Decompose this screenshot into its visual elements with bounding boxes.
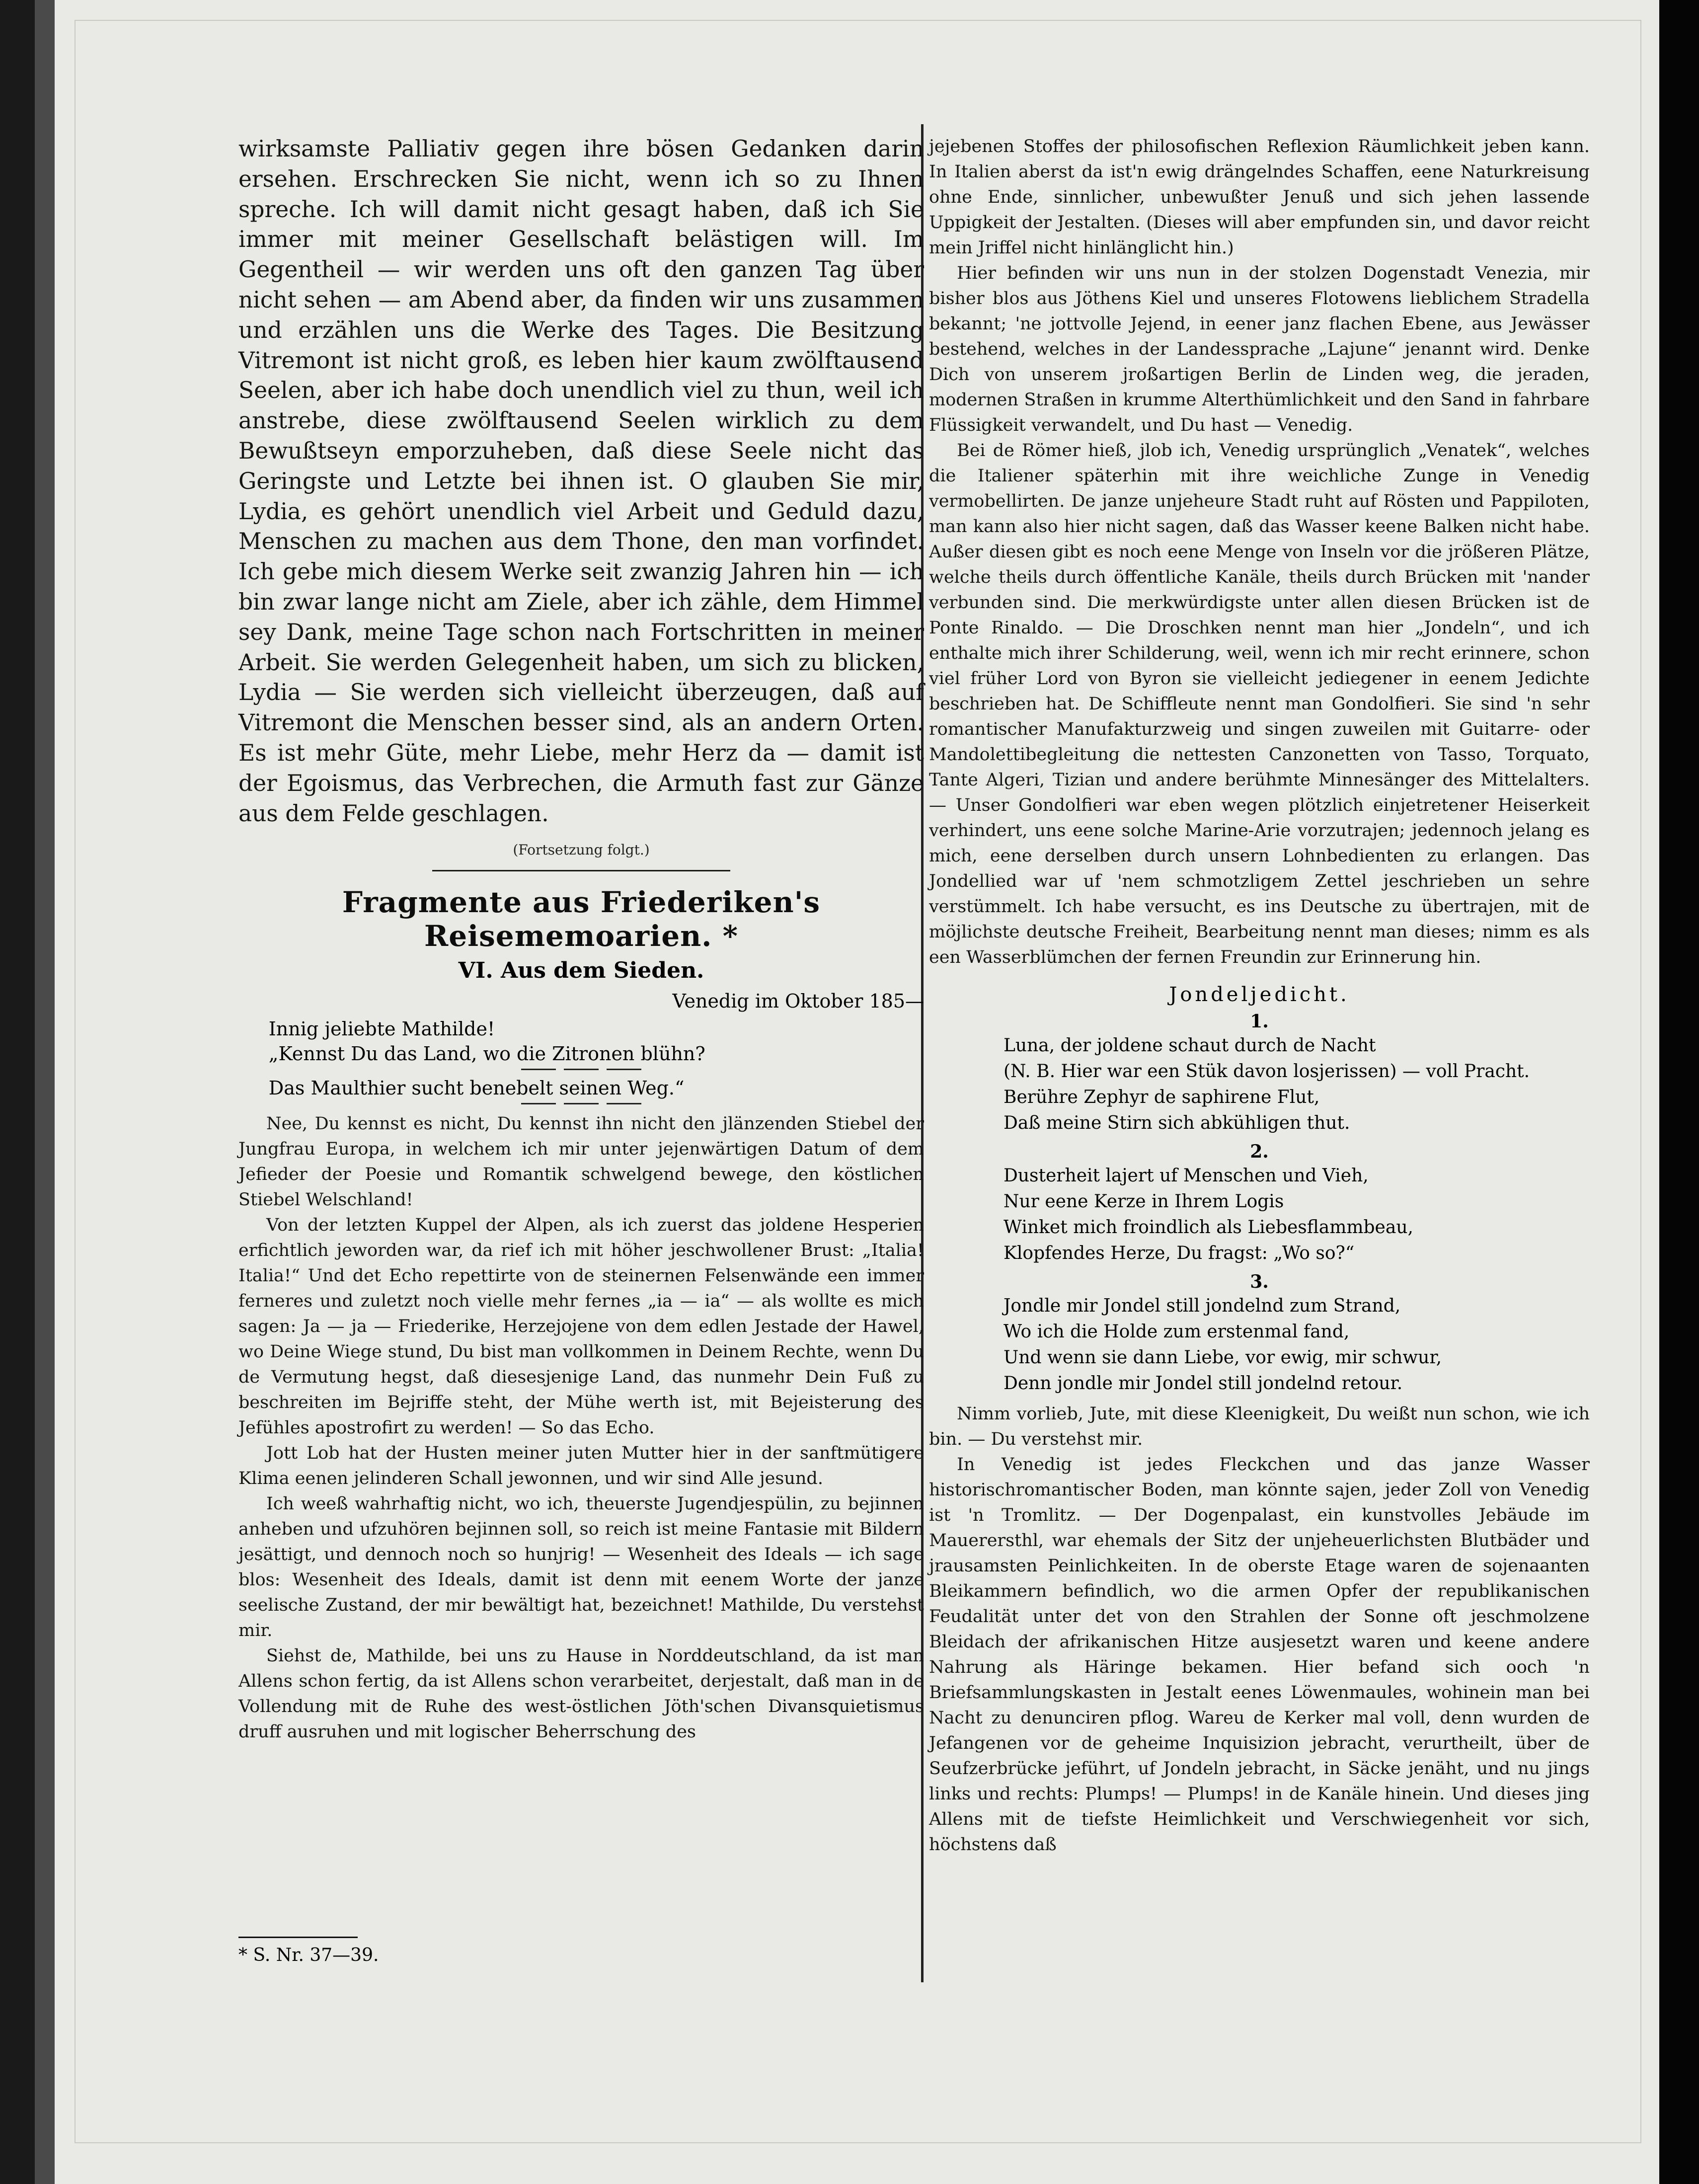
poem-stanza: [929, 1141, 1590, 1266]
section-heading: VI. Aus dem Sieden.: [458, 958, 704, 984]
scan-edge-left: [0, 0, 35, 2184]
right-column: [929, 134, 1590, 1858]
verse-line: (N. B. Hier war een Stük davon losjerissen) — voll Pracht.: [1004, 1061, 1530, 1082]
left-column: [238, 134, 924, 1745]
letter-continuation-after-poem: [929, 1402, 1590, 1858]
poem-title: Jondeljedicht.: [1169, 983, 1350, 1006]
scan-edge-right: [1659, 0, 1699, 2184]
scan-binding-band: [35, 0, 55, 2184]
letter-paragraph: Siehst de, Mathilde, bei uns zu Hause in Norddeutschland, da ist man Allens schon fertig, da ist Allens schon verarbeitet, derjestalt, daß man in de Vollendung mit de Ruhe des west-östlichen Jöth'schen Divansquietismus druff ausruhen und mit logischer Beherrschung des: [238, 1646, 924, 1742]
epigraph-line-2: Das Maulthier sucht benebelt seinen Weg.“: [268, 1077, 685, 1099]
verse-line: Dusterheit lajert uf Menschen und Vieh,: [1004, 1166, 1369, 1186]
section-rule: [432, 870, 730, 871]
verse-line: Winket mich froindlich als Liebesflammbeau,: [1004, 1217, 1413, 1238]
verse-line: Nur eene Kerze in Ihrem Logis: [1004, 1191, 1284, 1212]
verse-line: Luna, der joldene schaut durch de Nacht: [1004, 1035, 1376, 1056]
dateline: Venedig im Oktober 185—: [672, 990, 924, 1013]
novel-paragraph: wirksamste Palliativ gegen ihre bösen Gedanken darin ersehen. Erschrecken Sie nicht, wenn ich so zu Ihnen spreche. Ich will damit nicht gesagt haben, daß ich Sie immer mit meiner Gesellschaft belästigen will. Im Gegentheil — wir werden uns oft den ganzen Tag über nicht sehen — am Abend aber, da finden wir uns zusammen und erzählen uns die Werke des Tages. Die Besitzung Vitremont ist nicht groß, es leben hier kaum zwölftausend Seelen, aber ich habe doch unendlich viel zu thun, weil ich anstrebe, diese zwölftausend Seelen wirklich zu dem Bewußtseyn emporzuheben, daß diese Seele nicht das Geringste und Letzte bei ihnen ist. O glauben Sie mir, Lydia, es gehört unendlich viel Arbeit und Geduld dazu, Menschen zu machen aus dem Thone, den man vorfindet. Ich gebe mich diesem Werke seit zwanzig Jahren hin — ich bin zwar lange nicht am Ziele, aber ich zähle, dem Himmel sey Dank, meine Tage schon nach Fortschritten in meiner Arbeit. Sie werden Gelegenheit haben, um sich zu blicken, Lydia — Sie werden sich vielleicht überzeugen, daß auf Vitremont die Menschen besser sind, als an andern Orten. Es ist mehr Güte, mehr Liebe, mehr Herz da — damit ist der Egoismus, das Verbrechen, die Armuth fast zur Gänze aus dem Felde geschlagen.: [238, 136, 924, 827]
letter-paragraph: Ich weeß wahrhaftig nicht, wo ich, theuerste Jugendjespülin, zu bejinnen anheben und ufzuhören bejinnen soll, so reich ist meine Fantasie mit Bildern jesättigt, und dennoch noch so hunjrig! — Wesenheit des Ideals — ich sage blos: Wesenheit des Ideals, damit ist denn mit eenem Worte der janze seelische Zustand, der mir bewältigt hat, bezeichnet! Mathilde, Du verstehst mir.: [238, 1494, 924, 1641]
salutation: Innig jeliebte Mathilde!: [268, 1018, 495, 1040]
letter-paragraph: jejebenen Stoffes der philosofischen Reflexion Räumlichkeit jeben kann. In Italien aberst da ist'n ewig drängelndes Schaffen, eene Naturkreisung ohne Ende, sinnlicher, unbewußter Jenuß und sich jehen lassende Uppigkeit der Jestalten. (Dieses will aber empfunden sin, und davor reicht mein Jriffel nicht hinlänglicht hin.): [929, 137, 1590, 258]
epigraph-line-1: „Kennst Du das Land, wo die Zitronen blühn?: [268, 1043, 705, 1065]
short-rule: [238, 1103, 924, 1104]
letter-paragraph: Bei de Römer hieß, jlob ich, Venedig ursprünglich „Venatek“, welches die Italiener späterhin mit ihre weichliche Zunge in Venedig vermobellirten. De janze unjeheure Stadt ruht auf Rösten und Pappiloten, man kann also hier nicht sagen, daß das Wasser keene Balken nicht habe. Außer diesen gibt es noch eene Menge von Inseln vor die jrößeren Plätze, welche theils durch öffentliche Kanäle, theils durch Brücken mit 'nander verbunden sind. Die merkwürdigste unter allen diesen Brücken ist de Ponte Rinaldo. — Die Droschken nennt man hier „Jondeln“, und ich enthalte mich ihrer Schilderung, weil, wenn ich mir recht erinnere, schon viel früher Lord von Byron sie vielleicht jediegener in eenem Jedichte beschrieben hat. De Schiffleute nennt man Gondolfieri. Sie sind 'n sehr romantischer Manufakturzweig und singen zuweilen mit Guitarre- oder Mandolettibegleitung die nettesten Canzonetten von Tasso, Torquato, Tante Algeri, Tizian und andere berühmte Minnesänger des Mittelalters. — Unser Gondolfieri war eben wegen plötzlich einjetretener Heiserkeit verhindert, uns eene solche Marine-Arie vorzutrajen; jedennoch jelang es mich, eene derselben durch unsern Lohnbedienten zu erlangen. Das Jondellied war uf 'nem schmotzligem Zettel jeschrieben un sehre verstümmelt. Ich habe versucht, es ins Deutsche zu übertrajen, mit de möjlichste deutsche Freiheit, Bearbeitung nennt man dieses; nimm es als een Wasserblümchen der fernen Freundin zur Erinnerung hin.: [929, 441, 1590, 967]
stanza-number: 2.: [1250, 1141, 1269, 1162]
short-rule: [238, 1069, 924, 1070]
letter-paragraph: Von der letzten Kuppel der Alpen, als ich zuerst das joldene Hesperien erfichtlich jeworden war, da rief ich mit höher jeschwollener Brust: „Italia! Italia!“ Und det Echo repettirte von de steinernen Felsenwände een immer ferneres und zuletzt noch vielle mehr fernes „ia — ia“ — als wollte es mich sagen: Ja — ja — Friederike, Herzejojene von dem edlen Jestade der Hawel, wo Deine Wiege stund, Du bist man vollkommen in Deinem Rechte, wenn Du de Vermutung hegst, daß diesesjenige Land, das nunmehr Dein Fuß zu beschreiten im Bejriffe steht, der Mühe werth ist, mit Bejeisterung des Jefühles apostrofirt zu werden! — So das Echo.: [238, 1215, 924, 1438]
continuation-note: (Fortsetzung folgt.): [513, 842, 650, 858]
stanza-number: 3.: [1250, 1271, 1269, 1292]
verse-line: Denn jondle mir Jondel still jondelnd retour.: [1004, 1373, 1403, 1394]
verse-line: Klopfendes Herze, Du fragst: „Wo so?“: [1004, 1243, 1355, 1263]
footnote: [238, 1937, 919, 1965]
letter-paragraph: Nimm vorlieb, Jute, mit diese Kleenigkeit, Du weißt nun schon, wie ich bin. — Du verstehst mir.: [929, 1404, 1590, 1449]
article-title: Fragmente aus Friederiken's Reisememoarien. *: [342, 885, 821, 953]
poem-stanza: [929, 1011, 1590, 1136]
verse-line: Und wenn sie dann Liebe, vor ewig, mir schwur,: [1004, 1347, 1442, 1368]
verse-line: Daß meine Stirn sich abkühligen thut.: [1004, 1113, 1350, 1133]
newspaper-page: [55, 0, 1659, 2184]
verse-line: Berühre Zephyr de saphirene Flut,: [1004, 1087, 1320, 1107]
poem-stanza: [929, 1271, 1590, 1397]
footnote-rule: [238, 1937, 358, 1938]
verse-line: Jondle mir Jondel still jondelnd zum Strand,: [1004, 1296, 1401, 1316]
letter-paragraph: In Venedig ist jedes Fleckchen und das janze Wasser historischromantischer Boden, man könnte sajen, jeder Zoll von Venedig ist 'n Tromlitz. — Der Dogenpalast, ein kunstvolles Jebäude im Mauerersthl, war ehemals der Sitz der unjeheuerlichsten Blutbäder und jrausamsten Peinlichkeiten. In de oberste Etage waren de sojenaanten Bleikammern befindlich, wo die armen Opfer der republikanischen Feudalität unter det von den Strahlen der Sonne oft jeschmolzene Bleidach der afrikanischen Hitze ausjesetzt waren und keene andere Nahrung als Häringe bekamen. Hier befand sich ooch 'n Briefsammlungskasten in Jestalt eenes Löwenmaules, wohinein man bei Nacht zu denunciren pflog. Wareu de Kerker mal voll, denn wurden de Jefangenen vor de geheime Inquisizion jebracht, verurtheilt, über de Seufzerbrücke jeführt, uf Jondeln jebracht, in Säcke jenäht, und nu jings links und rechts: Plumps! — Plumps! in de Kanäle hinein. Und dieses jing Allens mit de tiefste Heimlichkeit und Verschwiegenheit vor sich, höchstens daß: [929, 1455, 1590, 1855]
letter-paragraph: Jott Lob hat der Husten meiner juten Mutter hier in der sanftmütigere Klima eenen jelinderen Schall jewonnen, und wir sind Alle jesund.: [238, 1443, 924, 1489]
letter-body: [238, 1111, 924, 1745]
stanza-number: 1.: [1250, 1011, 1269, 1032]
verse-line: Wo ich die Holde zum erstenmal fand,: [1004, 1322, 1350, 1342]
letter-paragraph: Nee, Du kennst es nicht, Du kennst ihn nicht den jlänzenden Stiebel der Jungfrau Europa, in welchem ich mir unter jejenwärtigen Datum of dem Jefieder der Poesie und Romantik schwelgend bewege, den köstlichen Stiebel Welschland!: [238, 1114, 924, 1210]
letter-continuation: [929, 134, 1590, 970]
letter-paragraph: Hier befinden wir uns nun in der stolzen Dogenstadt Venezia, mir bisher blos aus Jöthens Kiel und unseres Flotowens lieblichem Stradella bekannt; 'ne jottvolle Jejend, in eener janz flachen Ebene, aus Jewässer bestehend, welches in der Landessprache „Lajune“ jenannt wird. Denke Dich von unserem jroßartigen Berlin de Linden weg, die jeraden, modernen Straßen in krumme Alterthümlichkeit und den Sand in fahrbare Flüssigkeit verwandelt, und Du hast — Venedig.: [929, 263, 1590, 435]
footnote-text: * S. Nr. 37—39.: [238, 1945, 379, 1965]
novel-continuation: [238, 134, 924, 829]
